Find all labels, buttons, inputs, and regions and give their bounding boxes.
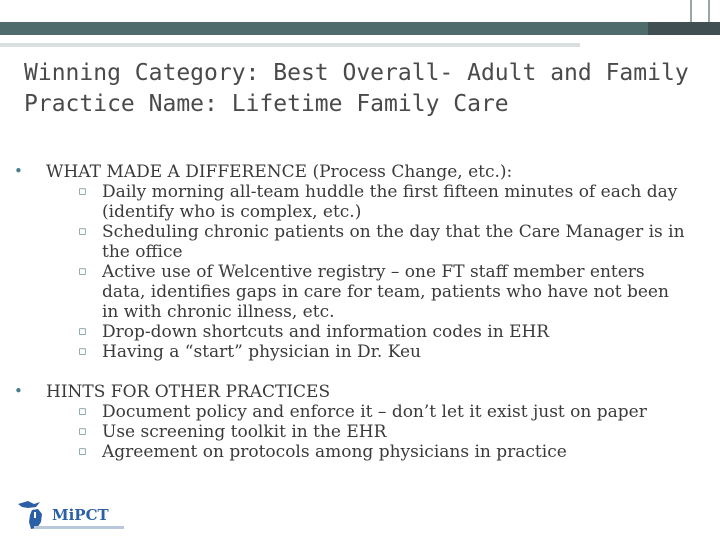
header-divider [708, 0, 710, 22]
bullet-dot-icon: • [14, 382, 23, 400]
square-bullet-icon: ▫ [78, 224, 87, 239]
item-list [78, 402, 690, 462]
square-bullet-icon: ▫ [78, 424, 87, 439]
list-item [78, 442, 690, 462]
bullet-dot-icon: • [14, 162, 23, 180]
slide-title [24, 58, 704, 120]
list-item [78, 322, 690, 342]
mipct-logo [14, 498, 124, 536]
header-bar-accent [648, 22, 720, 35]
list-item [78, 182, 690, 222]
header-underline [0, 43, 580, 47]
list-item-text: Active use of Welcentive registry – one FT staff member enters data, identifies gaps in care for team, patients who have not been in with chronic illness, etc. [102, 262, 669, 322]
list-item-text: Document policy and enforce it – don’t let it exist just on paper [102, 402, 647, 422]
slide-title-line-2: Practice Name: Lifetime Family Care [24, 91, 509, 117]
logo-tagline-bar [34, 526, 124, 529]
section-what-made-difference [14, 162, 690, 362]
list-item-text: Daily morning all-team huddle the first fifteen minutes of each day (identify who is complex, etc.) [102, 182, 678, 222]
slide-body [14, 162, 690, 462]
section-hints [14, 382, 690, 462]
square-bullet-icon: ▫ [78, 264, 87, 279]
list-item [78, 222, 690, 262]
slide-title-line-1: Winning Category: Best Overall- Adult and Family [24, 60, 689, 86]
list-item [78, 342, 690, 362]
list-item [78, 402, 690, 422]
section-heading: WHAT MADE A DIFFERENCE (Process Change, etc.): [46, 162, 513, 182]
square-bullet-icon: ▫ [78, 344, 87, 359]
list-item-text: Drop-down shortcuts and information codes in EHR [102, 322, 550, 342]
square-bullet-icon: ▫ [78, 404, 87, 419]
section-heading: HINTS FOR OTHER PRACTICES [46, 382, 331, 402]
header-bar [0, 22, 720, 35]
list-item-text: Use screening toolkit in the EHR [102, 422, 387, 442]
square-bullet-icon: ▫ [78, 324, 87, 339]
list-item [78, 422, 690, 442]
list-item-text: Scheduling chronic patients on the day that the Care Manager is in the office [102, 222, 685, 262]
list-item-text: Having a “start” physician in Dr. Keu [102, 342, 421, 362]
list-item [78, 262, 690, 322]
header-divider [690, 0, 692, 22]
list-item-text: Agreement on protocols among physicians in practice [102, 442, 567, 462]
square-bullet-icon: ▫ [78, 444, 87, 459]
item-list [78, 182, 690, 362]
logo-text: MiPCT [52, 506, 109, 524]
header-top-strip [0, 0, 720, 22]
square-bullet-icon: ▫ [78, 184, 87, 199]
